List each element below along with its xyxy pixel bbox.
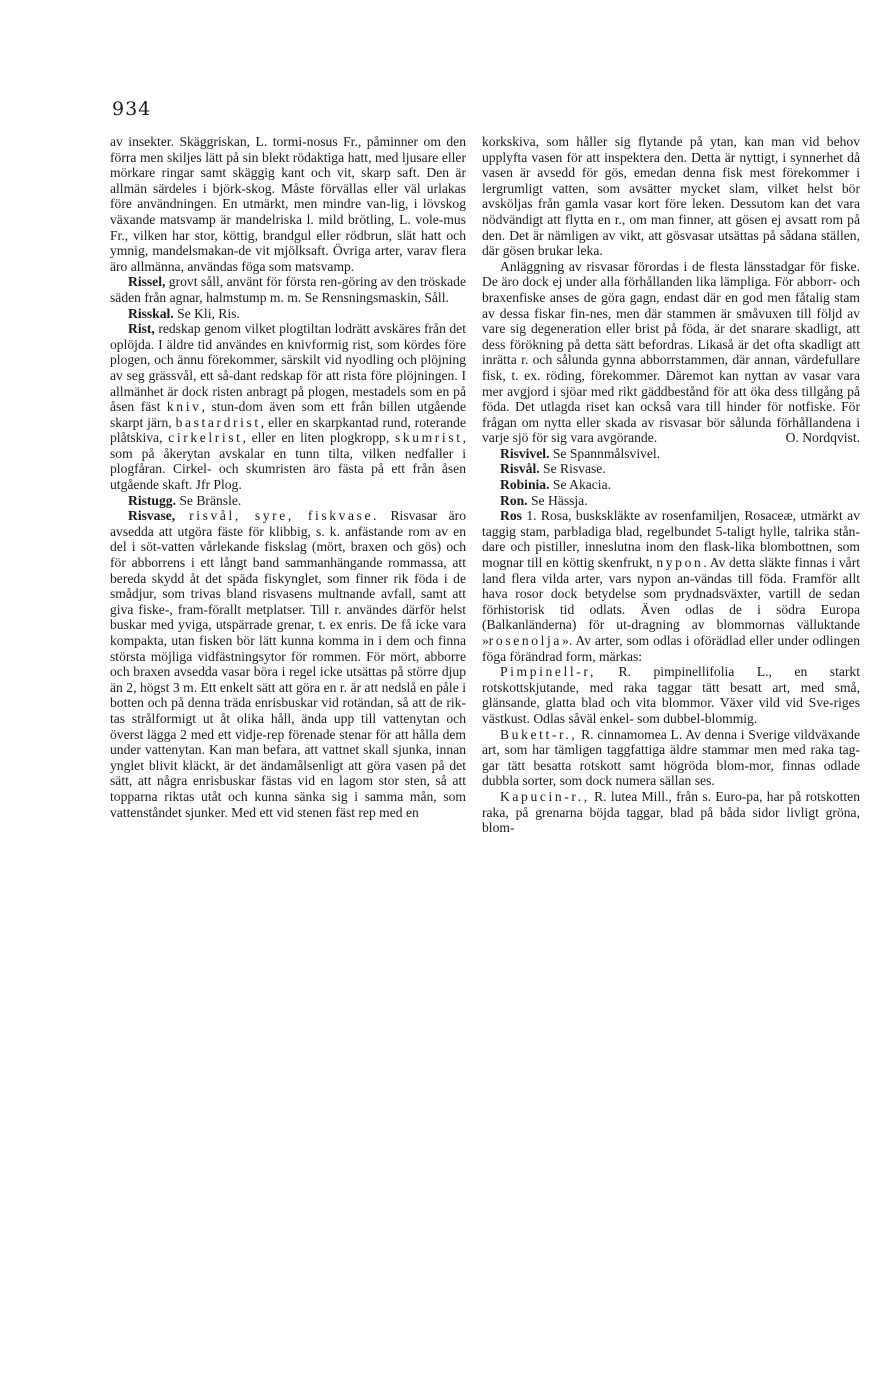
entry-mushroom-continuation: av insekter. Skäggriskan, L. tormi-nosus Fr., påminner om den förra men skiljes lätt på sin blekt rödaktiga hatt, med ljusare eller mörkare ringar samt skäggig kant och vit, skarp saft. Den är allmän särdeles i björk-skog. Måste förvällas eller väl urlakas före användningen. En utmärkt, men mindre van-lig, i lövskog växande matsvamp är mandelriska l. mild brötling, L. vole-mus Fr., vilken har stor, köttig, brandgul eller rödbrun, slät hatt och ymnig, mandelsmakan-de vit mjölksaft. Övriga arter, varav flera äro allmänna, användas föga som matsvamp.	[110, 134, 466, 274]
entry-risvase-text: Risvasar äro avsedda att utgöra fäste för klibbig, s. k. anfästande rom av en del i söt-vatten vårlekande fiskslag (mört, braxen och gös) och för abborrens i ett långt band sammanhängande rommassa, att bereda skydd åt det späda fiskynglet, som finner rik föda i de smådjur, som trivas bland risvasens multnande avfall, samt att giva fiske-, fram-förallt metplatser. Till r. användes därför helst buskar med yviga, utspärrade grenar, t. ex enris. De få icke vara kompakta, utan fisken bör lätt kunna komma in i dem och finna största möjliga vidfästningsytor för rommen. För mört, abborre och braxen avsedda vasar böra i regel icke utsättas på större djup än 2, högst 3 m. Ett enkelt sätt att göra en r. är att nedslå en påle i botten och på denna träda enrisbuskar vid rotändan, så att de rik-tas strålformigt ut åt olika håll, ända upp till vattenytan och överst lägga 2 med ett vidje-rep förenade stenar för att hålla dem under vattenytan. Kan man befara, att vattnet skall sjunka, innan ynglet blivit kläckt, är det ändamålsenligt att göra vasen på det sätt, att några enrisbuskar fästas vid en lagom stor sten, så att topparna riktas utåt och kunna sänka sig i samma mån, som vattenståndet sjunker. Med ett vid stenen fäst rep med en	[110, 508, 466, 820]
headword-rissel: Rissel,	[128, 274, 166, 290]
headword-ros: Ros	[500, 508, 522, 524]
entry-rist-text-3: , eller en skarpkantad rund, roterande plåtskiva,	[110, 414, 466, 446]
entry-risvase	[110, 508, 466, 820]
entry-risval-text: Se Risvase.	[539, 461, 606, 477]
entry-rist-text-5: , som på åkerytan avskalar en tunn tilta, vilken nedfaller i plogfåran. Cirkel- och skumristen äro fästa på ett från åsen utgående skaft. Jfr Plog.	[110, 430, 466, 493]
headword-ron: Ron.	[500, 492, 528, 508]
term-rosenolja: rosenolja	[488, 633, 563, 648]
term-pimpinell-r: Pimpinell-r,	[500, 664, 596, 680]
entry-rissel	[110, 274, 466, 305]
entry-robinia-text: Se Akacia.	[549, 477, 612, 493]
term-risvase-synonyms: risvål, syre, fiskvase.	[175, 508, 380, 524]
entry-ros-text-3: ». Av arter, som odlas i oförädlad eller under odlingen föga förändrad form, märkas:	[482, 633, 860, 664]
entry-ros	[482, 508, 860, 664]
entry-kapucin-text: R. lutea Mill., från s. Euro-pa, har på rotskotten raka, på grenarna böjda taggar, blad på båda sidor livligt gröna, blom-	[482, 788, 860, 836]
headword-risskal: Risskal.	[128, 305, 174, 321]
entry-rist-text-1: redskap genom vilket plogtiltan lodrätt avskäres från det oplöjda. I äldre tid användes en knivformig rist, som kördes före plogen, och ännu förekommer, särskilt vid nyodling och plöjning av seg grässvål, ett så-dant redskap för att rista före plöjningen. I allmänhet är dock risten anbragt på plogen, mestadels som en på åsen fäst	[110, 321, 466, 415]
entry-ros-text-2: . Av detta släkte finnas i vårt land flera vilda arter, vars nypon an-vändas till föda. Framför allt hava rosor dock betydelse som prydnadsväxter, vartill de sedan förhistorisk tid odlats. Även odlas de i södra Europa (Balkanländerna) för ut-dragning av blommornas välluktande »	[482, 555, 860, 648]
term-kniv: kniv	[166, 399, 202, 415]
entry-risvivel-text: Se Spannmålsvivel.	[549, 445, 661, 461]
headword-risvivel: Risvivel.	[500, 445, 550, 461]
entry-rist	[110, 321, 466, 493]
entry-risskal	[110, 306, 466, 322]
entry-ros-text-1: 1. Rosa, buskskläkte av rosenfamiljen, Rosaceæ, utmärkt av taggig stam, parbladiga blad, regelbundet 5-taligt hylle, talrika stån-dare och pistiller, inneslutna inom den flask-lika blombottnen, som mognar till en köttig skenfrukt,	[482, 508, 860, 571]
headword-risval: Risvål.	[500, 461, 540, 477]
term-kapucin-r: Kapucin-r.,	[500, 788, 590, 804]
entry-ristugg-text: Se Bränsle.	[175, 492, 242, 508]
term-bastardrist: bastardrist	[175, 414, 261, 430]
entry-ron	[482, 493, 860, 509]
term-cirkelrist: cirkelrist	[168, 430, 243, 446]
entry-kapucin-ros	[482, 789, 860, 836]
author-signature: O. Nordqvist.	[785, 430, 860, 446]
entry-rissel-text: grovt såll, använt för första ren-göring av den tröskade säden från agnar, halmstump m. m. Se Rensningsmaskin, Såll.	[110, 274, 466, 305]
term-skumrist: skumrist	[394, 430, 463, 446]
entry-rist-text-2: , stun-dom även som ett från billen utgående skarpt järn,	[110, 399, 466, 430]
headword-robinia: Robinia.	[500, 477, 550, 493]
left-column	[110, 134, 466, 820]
entry-ristugg	[110, 493, 466, 509]
entry-risval	[482, 461, 860, 477]
entry-risskal-text: Se Kli, Ris.	[173, 305, 240, 321]
entry-ron-text: Se Hässja.	[527, 492, 588, 508]
entry-risvase-paragraph-2: Anläggning av risvasar förordas i de flesta länsstadgar för fiske. De äro dock ej under alla förhållanden lika lämpliga. För abborr- och braxenfiske anses de göra gagn, endast där en god men fåtalig stam av dessa fiskar fin-nes, men där stammen är småvuxen till följd av vare sig degeneration eller brist på föda, är det snarare skadligt, att dess förökning på detta sätt befordras. Likaså är det ofta skadligt att inrätta r. och sålunda gynna abborrstammen, där annan, värdefullare fisk, t. ex. röding, förekommer. Däremot kan nyttan av vasar vara mer avgjord i sjöar med rikt gäddbestånd för att öka dess tillgång på föda. Det utlagda riset kan också vara till hinder för notfiske. För frågan om nytta eller skada av risvasar bör sålunda förhållandena i varje sjö för sig vara avgörande.	[482, 258, 860, 446]
entry-pimpinell-text: R. pimpinellifolia L., en starkt rotskottskjutande, med raka taggar tätt besatt art, med små, glänsande, glatta blad och vita blommor. Växer vild vid Sve-riges västkust. Odlas såväl enkel- som dubbel-blommig.	[482, 664, 860, 726]
term-nypon: nypon	[656, 555, 704, 571]
entry-bukett-text: R. cinnamomea L. Av denna i Sverige vildväxande art, som har tämligen taggfattiga äldre stammar men med raka tag-gar tätt besatta rotskott samt högröda blom-mor, finnas odlade dubbla sorter, som dock numera sällan ses.	[482, 726, 860, 789]
entry-risvivel	[482, 446, 860, 462]
entry-pimpinell-ros	[482, 664, 860, 726]
entry-rist-text-4: , eller en liten plogkropp,	[242, 430, 395, 446]
entry-bukett-ros	[482, 727, 860, 789]
entry-risvase-continuation: korkskiva, som håller sig flytande på ytan, kan man vid behov upplyfta vasen för att inspektera den. Detta är nyttigt, i synnerhet då vasen är avsedd för gös, emedan denna fisk mest förekommer i lergrumligt vatten, som avsätter mycket slam, vilket helst bör avsköljas från gamla vasar kort före leken. Dessutom kan det vara nödvändigt att flytta en r., om man finner, att gösen ej avsatt rom på den. Det är nämligen av vikt, att gösvasar utsättas på sådana ställen, där gösen brukar leka.	[482, 134, 860, 259]
entry-robinia	[482, 477, 860, 493]
headword-ristugg: Ristugg.	[128, 492, 176, 508]
page-number: 934	[112, 98, 152, 120]
right-column	[482, 134, 860, 836]
headword-risvase: Risvase,	[128, 508, 176, 524]
term-bukett-r: Bukett-r.,	[500, 726, 578, 742]
headword-rist: Rist,	[128, 321, 155, 337]
